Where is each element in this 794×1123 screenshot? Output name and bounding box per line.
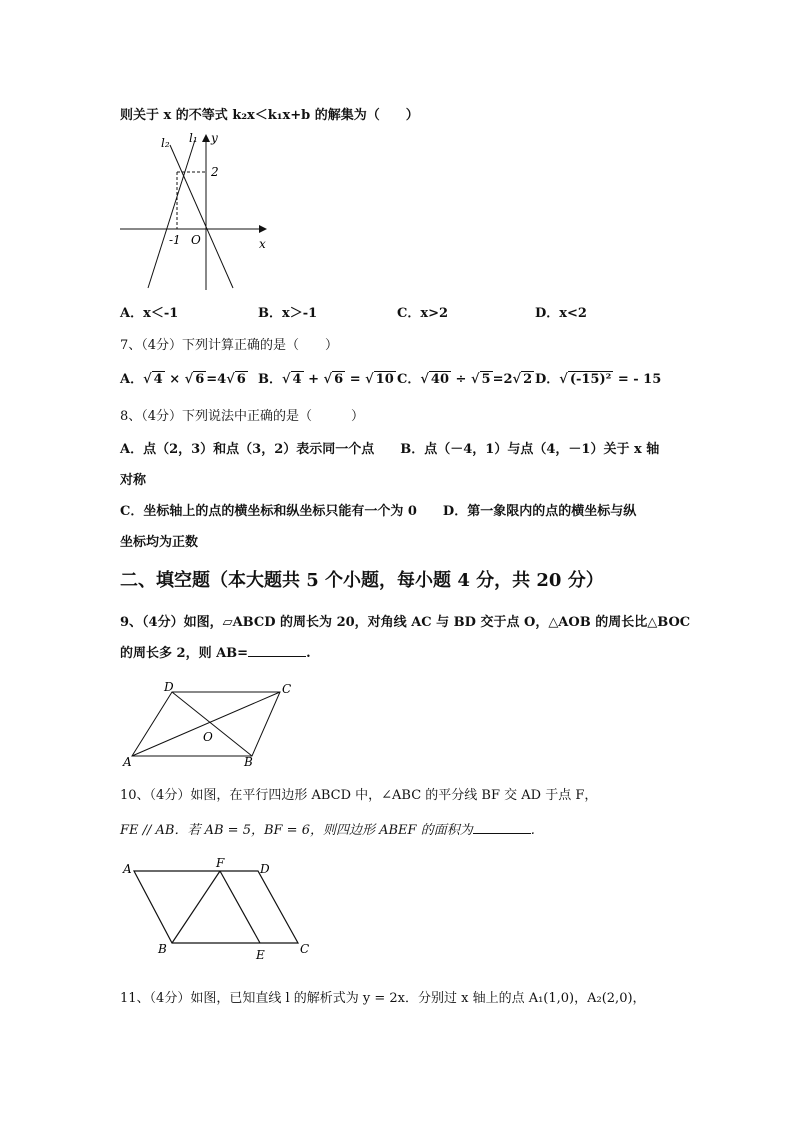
- label-b: B: [158, 942, 167, 956]
- q6-option-c: C．x>2: [397, 306, 449, 321]
- label-origin: O: [191, 233, 201, 247]
- q10-answer-blank: [473, 821, 531, 834]
- q8-stem: 8、（4分）下列说法中正确的是（ ）: [120, 409, 365, 424]
- q8-line-2: 对称: [120, 473, 147, 488]
- label-l1: l₁: [189, 131, 198, 145]
- q7-stem: 7、（4分）下列计算正确的是（ ）: [120, 338, 339, 353]
- q8-line-1: A．点（2，3）和点（3，2）表示同一个点 B．点（－4，1）与点（4，－1）关于 x 轴: [120, 442, 660, 457]
- x-axis: [120, 225, 267, 233]
- label-d: D: [164, 680, 174, 694]
- label-e: E: [256, 948, 265, 962]
- label-y: y: [211, 131, 218, 145]
- diagonal-bd: [172, 692, 252, 756]
- segment-fe: [220, 871, 260, 943]
- label-f: F: [216, 856, 225, 870]
- diagonal-ac: [132, 692, 280, 756]
- q7-option-c: C．√ 40 ÷ √ 5 =2√ 2: [397, 372, 533, 387]
- label-c: C: [300, 942, 310, 956]
- q6-graph: [115, 130, 285, 295]
- line-l1: [148, 140, 195, 288]
- q9-answer-blank: [248, 644, 306, 657]
- label-o: O: [203, 730, 213, 744]
- q7-option-a: A．√ 4 × √ 6 =4√ 6: [120, 372, 246, 387]
- q10-figure: [118, 855, 318, 965]
- q7-option-d: D．√ (-15)² = - 15: [535, 372, 662, 387]
- q11-line-1: 11、（4分）如图，已知直线 l 的解析式为 y = 2x．分别过 x 轴上的点 A₁(1,0)，A₂(2,0)，: [120, 991, 646, 1006]
- label-l2: l₂: [161, 136, 170, 150]
- label-a: A: [123, 862, 132, 876]
- parallelogram-abcd: [134, 871, 298, 943]
- bisector-bf: [172, 871, 220, 943]
- label-b: B: [244, 755, 253, 769]
- q6-option-a: A．x＜-1: [120, 306, 179, 321]
- q6-option-b: B．x＞-1: [258, 306, 318, 321]
- label-two: 2: [211, 165, 219, 179]
- label-x: x: [259, 237, 266, 251]
- q9-line-1: 9、（4分）如图，▱ABCD 的周长为 20，对角线 AC 与 BD 交于点 O，△AOB 的周长比△BOC: [120, 615, 691, 630]
- q6-option-d: D．x<2: [535, 306, 587, 321]
- q10-line-2: FE // AB．若 AB = 5，BF = 6，则四边形 ABEF 的面积为 .: [120, 823, 535, 838]
- q8-line-3: C．坐标轴上的点的横坐标和纵坐标只能有一个为 0 D．第一象限内的点的横坐标与纵: [120, 504, 637, 519]
- y-axis: [202, 134, 210, 290]
- label-c: C: [282, 682, 292, 696]
- line-l2: [170, 145, 233, 288]
- label-a: A: [123, 755, 132, 769]
- q8-line-4: 坐标均为正数: [120, 535, 199, 550]
- q10-line-1: 10、（4分）如图，在平行四边形 ABCD 中，∠ABC 的平分线 BF 交 AD 于点 F，: [120, 788, 598, 803]
- q9-line-2: 的周长多 2，则 AB= .: [120, 646, 311, 661]
- q7-option-b: B．√ 4 + √ 6 = √ 10: [258, 372, 394, 387]
- q9-figure: [120, 680, 305, 775]
- section-title: 二、填空题（本大题共 5 个小题，每小题 4 分，共 20 分）: [120, 570, 604, 591]
- q6-stem: 则关于 x 的不等式 k₂x＜k₁x+b 的解集为（ ）: [120, 108, 419, 123]
- label-d: D: [260, 862, 270, 876]
- label-neg1: -1: [169, 233, 181, 247]
